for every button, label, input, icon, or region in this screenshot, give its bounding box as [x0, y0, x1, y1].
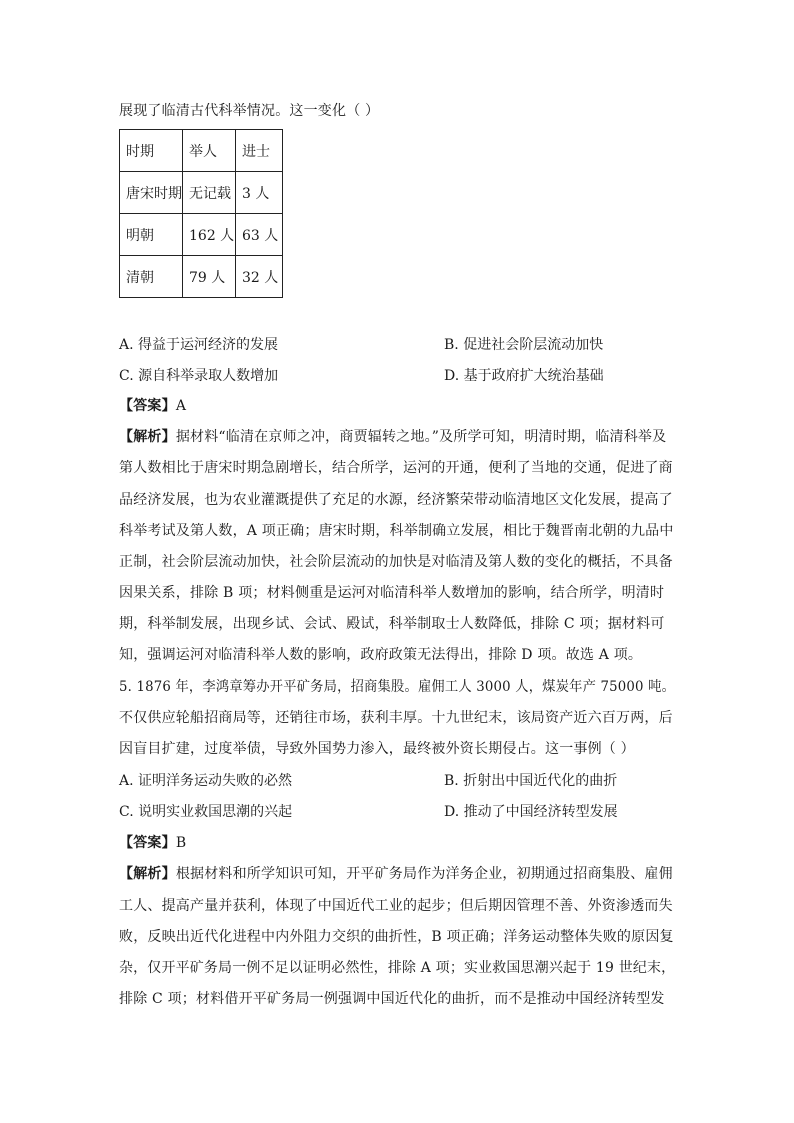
- q5-analysis-line: 败，反映出近代化进程中内外阻力交织的曲折性，B 项正确；洋务运动整体失败的原因复: [119, 929, 674, 945]
- table-cell: 63 人: [236, 214, 283, 256]
- q4-analysis-line: 期，科举制发展，出现乡试、会试、殿试，科举制取士人数降低，排除 C 项；据材料可: [119, 616, 665, 632]
- q4-stem-tail: 展现了临清古代科举情况。这一变化（ ）: [119, 103, 380, 119]
- table-header-cell: 举人: [183, 130, 236, 172]
- q5-stem-line: 不仅供应轮船招商局等，还销往市场，获利丰厚。十九世纪末，该局资产近六百万两，后: [119, 710, 673, 726]
- answer-label: 【答案】: [119, 835, 176, 851]
- q4-option-c: C. 源自科举录取人数增加: [119, 368, 279, 384]
- table-header-cell: 进士: [236, 130, 283, 172]
- table-cell: 162 人: [183, 214, 236, 256]
- q4-option-a: A. 得益于运河经济的发展: [119, 337, 279, 353]
- analysis-text: 根据材料和所学知识可知，开平矿务局作为洋务企业，初期通过招商集股、雇佣: [175, 866, 673, 882]
- q4-answer: [119, 396, 186, 416]
- q4-analysis-line: 科举考试及第人数，A 项正确；唐宋时期，科举制确立发展，相比于魏晋南北朝的九品中: [119, 523, 674, 539]
- q4-option-d: D. 基于政府扩大统治基础: [444, 368, 604, 384]
- q5-analysis-line: 工人、提高产量并获利，体现了中国近代工业的起步；但后期因管理不善、外资渗透而失: [119, 898, 673, 914]
- analysis-text: 据材料“临清在京师之冲，商贾辐转之地。”及所学可知，明清时期，临清科举及: [175, 429, 667, 445]
- table-cell: 3 人: [236, 172, 283, 214]
- q5-option-c: C. 说明实业救国思潮的兴起: [119, 804, 293, 820]
- table-cell: 清朝: [120, 256, 183, 298]
- q4-analysis-line: 正制，社会阶层流动加快，社会阶层流动的加快是对临清及第人数的变化的概括，不具备: [119, 554, 673, 570]
- analysis-label: 【解析】: [119, 429, 176, 445]
- q4-data-table: [119, 129, 283, 298]
- q4-analysis-line: 品经济发展，也为农业灌溉提供了充足的水源，经济繁荣带动临清地区文化发展，提高了: [119, 492, 673, 508]
- q5-option-d: D. 推动了中国经济转型发展: [444, 804, 618, 820]
- q5-analysis-line: [119, 864, 673, 884]
- q5-answer: [119, 833, 186, 853]
- table-cell: 唐宋时期: [120, 172, 183, 214]
- table-row: [120, 172, 283, 214]
- q4-analysis-line: 因果关系，排除 B 项；材料侧重是运河对临清科举人数增加的影响，结合所学，明清时: [119, 585, 665, 601]
- q5-analysis-line: 杂，仅开平矿务局一例不足以证明必然性，排除 A 项；实业救国思潮兴起于 19 世纪末，: [119, 960, 676, 976]
- q5-stem-line: 因盲目扩建，过度举债，导致外国势力渗入，最终被外资长期侵占。这一事例（ ）: [119, 741, 635, 757]
- q5-option-b: B. 折射出中国近代化的曲折: [444, 773, 618, 789]
- answer-value: A: [175, 398, 187, 414]
- q5-option-a: A. 证明洋务运动失败的必然: [119, 773, 293, 789]
- table-row: [120, 214, 283, 256]
- table-cell: 79 人: [183, 256, 236, 298]
- q4-option-b: B. 促进社会阶层流动加快: [444, 337, 604, 353]
- q4-analysis-line: 知，强调运河对临清科举人数的影响，政府政策无法得出，排除 D 项。故选 A 项。: [119, 647, 643, 663]
- q5-stem-line: 5. 1876 年，李鸿章筹办开平矿务局，招商集股。雇佣工人 3000 人，煤炭年产 75000 吨。: [119, 679, 676, 695]
- table-header-row: [120, 130, 283, 172]
- table-cell: 无记载: [183, 172, 236, 214]
- table-cell: 明朝: [120, 214, 183, 256]
- table-header-cell: 时期: [120, 130, 183, 172]
- answer-value: B: [175, 835, 187, 851]
- q5-analysis-line: 排除 C 项；材料借开平矿务局一例强调中国近代化的曲折，而不是推动中国经济转型发: [119, 991, 665, 1007]
- table-cell: 32 人: [236, 256, 283, 298]
- q4-analysis-line: 第人数相比于唐宋时期急剧增长，结合所学，运河的开通，便利了当地的交通，促进了商: [119, 460, 673, 476]
- q4-analysis-line: [119, 427, 666, 447]
- table-row: [120, 256, 283, 298]
- analysis-label: 【解析】: [119, 866, 176, 882]
- answer-label: 【答案】: [119, 398, 176, 414]
